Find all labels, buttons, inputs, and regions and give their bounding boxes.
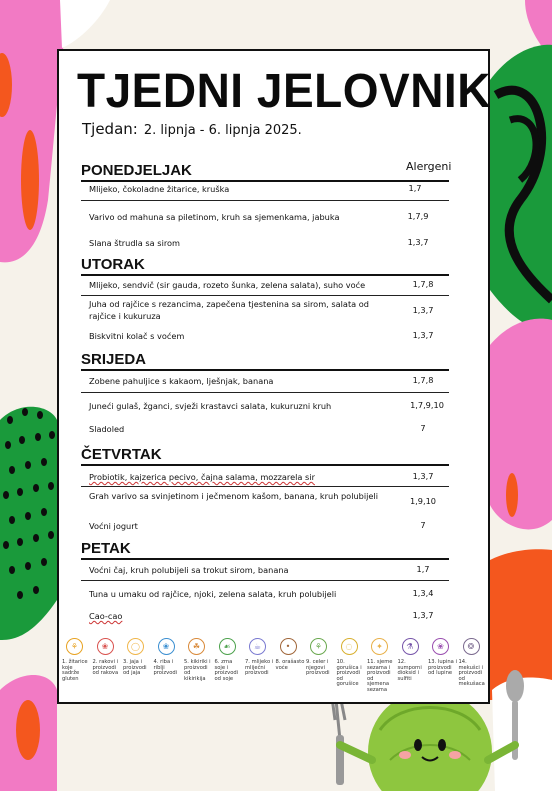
menu-item: Juha od rajčice s rezancima, zapečena tjestenina sa sirom, salata od rajčice i kukuruza (89, 299, 369, 321)
legend-item (154, 638, 183, 677)
mollusc-icon: ❂ (463, 638, 480, 655)
wheat-icon: ⚘ (66, 638, 83, 655)
allergen-codes: 1,3,7 (407, 237, 429, 247)
legend-item (459, 638, 488, 688)
allergen-legend (62, 638, 492, 698)
day-heading-monday: PONEDJELJAK (81, 162, 449, 182)
menu-item: Varivo od mahuna sa piletinom, kruh sa sjemenkama, jabuka (89, 212, 340, 222)
allergen-codes: 7 (420, 520, 426, 530)
menu-item (89, 610, 381, 622)
menu-item: Voćni čaj, kruh polubijeli sa trokut sirom, banana (89, 565, 289, 575)
legend-label: 2. rakovi i proizvodi od rakova (92, 659, 119, 677)
menu-item: Mlijeko, čokoladne žitarice, kruška (89, 184, 230, 194)
allergen-codes: 1,3,7 (412, 471, 434, 481)
menu-item-text: Probiotik, kajzerica pecivo, čajna salama, mozzarela sir (89, 472, 315, 482)
allergen-codes: 1,9,10 (409, 496, 437, 506)
menu-item: Slana štrudla sa sirom (89, 238, 181, 248)
legend-label: 5. kikiriki i proizvodi od kikirikija (184, 659, 211, 682)
allergen-codes: 1,7 (408, 183, 422, 193)
divider (81, 580, 449, 581)
allergen-codes: 1,7,9 (407, 211, 429, 221)
egg-icon: ◯ (127, 638, 144, 655)
legend-label: 6. zrna soje i proizvodi od soje (214, 659, 239, 682)
allergen-codes: 1,3,7 (412, 610, 434, 620)
menu-item: Voćni jogurt (89, 521, 138, 531)
legend-label: 14. mekušci i proizvodi od mekušaca (458, 659, 485, 688)
legend-item (367, 638, 396, 694)
legend-label: 9. celer i njegovi proizvodi (306, 659, 330, 677)
peanut-icon: ☘ (188, 638, 205, 655)
day-heading-thursday: ČETVRTAK (81, 446, 449, 466)
legend-item (276, 638, 305, 671)
legend-item (398, 638, 427, 682)
legend-item (428, 638, 457, 677)
nut-icon: • (280, 638, 297, 655)
day-heading-friday: PETAK (81, 540, 449, 560)
divider (81, 486, 449, 487)
menu-item (89, 471, 381, 483)
allergens-header: Alergeni (406, 160, 452, 173)
menu-item: Grah varivo sa svinjetinom i ječmenom kašom, banana, kruh polubijeli (89, 491, 378, 501)
page-title: TJEDNI JELOVNIK (77, 62, 491, 118)
allergen-codes: 1,7,8 (412, 279, 434, 289)
week-value: 2. lipnja - 6. lipnja 2025. (143, 123, 302, 138)
legend-item (306, 638, 335, 677)
legend-item (215, 638, 244, 682)
legend-item (245, 638, 274, 677)
legend-item (123, 638, 152, 677)
celery-icon: ⚘ (310, 638, 327, 655)
legend-label: 11. sjeme sezama i proizvodi od sjemena sezama (367, 659, 393, 693)
mustard-icon: ◌ (341, 638, 358, 655)
divider (81, 392, 449, 393)
fish-icon: ❀ (158, 638, 175, 655)
week-range (82, 120, 302, 138)
menu-item: Sladoled (89, 424, 125, 434)
day-heading-tuesday: UTORAK (81, 256, 449, 276)
divider (81, 200, 449, 201)
legend-label: 3. jaja i proizvodi od jaja (123, 659, 147, 677)
allergen-codes: 1,3,4 (412, 588, 434, 598)
allergen-codes: 1,7,9,10 (410, 400, 444, 410)
day-heading-wednesday: SRIJEDA (81, 351, 449, 371)
crab-icon: ❀ (97, 638, 114, 655)
allergen-codes: 1,7,8 (412, 375, 434, 385)
legend-item (62, 638, 91, 682)
lupin-icon: ❀ (432, 638, 449, 655)
menu-item: Tuna u umaku od rajčice, njoki, zelena salata, kruh polubijeli (89, 589, 337, 599)
legend-label: 8. orašasto voće (275, 659, 305, 671)
menu-item: Juneći gulaš, žganci, svježi krastavci salata, kukuruzni kruh (89, 401, 332, 411)
legend-label: 7. mlijeko i mliječni proizvodi (245, 659, 274, 677)
allergen-codes: 1,3,7 (412, 305, 434, 315)
legend-item (93, 638, 122, 677)
menu-item: Biskvitni kolač s voćem (89, 331, 185, 341)
legend-label: 13. lupina i proizvodi od lupine (428, 659, 457, 677)
allergen-codes: 7 (420, 423, 426, 433)
milk-icon: ☕ (249, 638, 266, 655)
soy-icon: ☙ (219, 638, 236, 655)
legend-label: 4. riba i riblji proizvodi (153, 659, 178, 677)
menu-item: Zobene pahuljice s kakaom, lješnjak, banana (89, 376, 274, 386)
allergen-codes: 1,3,7 (412, 330, 434, 340)
legend-label: 12. sumporni dioksid i sulfiti (397, 659, 422, 682)
legend-item (337, 638, 366, 688)
menu-item: Mlijeko, sendvič (sir gauda, rozeto šunka, zelena salata), suho voće (89, 280, 366, 290)
menu-item-text: Cao-cao (89, 611, 123, 621)
divider (81, 295, 449, 296)
sulfite-icon: ⚗ (402, 638, 419, 655)
legend-item (184, 638, 213, 682)
legend-label: 10. gorušica i proizvodi od gorušice (336, 659, 362, 688)
sesame-icon: ✦ (371, 638, 388, 655)
allergen-codes: 1,7 (416, 564, 430, 574)
week-label: Tjedan: (82, 120, 138, 138)
legend-label: 1. žitarice koje sadrže gluten (62, 659, 88, 682)
